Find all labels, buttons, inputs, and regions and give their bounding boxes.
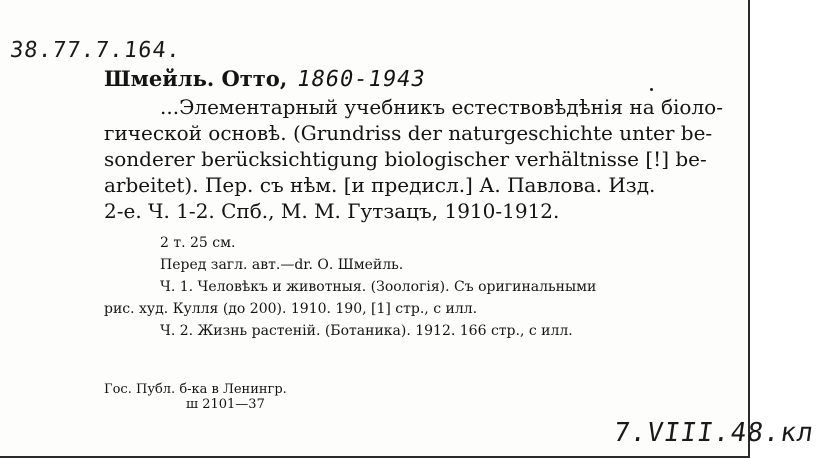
note-line-1: Перед загл. авт.—dr. О. Шмейль. — [160, 257, 404, 273]
shelfmark: 38.77.7.164. — [8, 38, 183, 63]
body-line-5: 2-е. Ч. 1-2. Спб., М. М. Гутзацъ, 1910-1912. — [104, 199, 560, 223]
note-line-4: Ч. 2. Жизнь растеній. (Ботаника). 1912. 166 стр., с илл. — [160, 323, 573, 339]
note-line-3: рис. худ. Кулля (до 200). 1910. 190, [1] стр., с илл. — [104, 301, 478, 317]
body-line-3: sonderer berücksichtigung biologischer verhältnisse [!] be- — [104, 147, 707, 171]
library-code: ш 2101—37 — [186, 397, 265, 412]
accession-number: 7.VIII.48.кл — [611, 418, 816, 448]
body-line-1: ...Элементарный учебникъ естествовѣдѣнія на біоло- — [160, 95, 723, 119]
physical-description: 2 т. 25 см. — [160, 235, 236, 251]
library-name: Гос. Публ. б-ка в Ленингр. — [104, 382, 287, 397]
body-line-4: arbeitet). Пер. съ нѣм. [и предисл.] А. Павлова. Изд. — [104, 173, 656, 197]
author-name: Шмейль. Отто, — [104, 66, 288, 91]
author-dates: 1860-1943 — [294, 67, 428, 92]
body-line-2: гической основѣ. (Grundriss der naturgeschichte unter be- — [104, 121, 713, 145]
author-heading — [104, 66, 428, 92]
ink-dot — [650, 88, 653, 91]
note-line-2: Ч. 1. Человѣкъ и животныя. (Зоологія). Съ оригинальными — [160, 279, 597, 295]
